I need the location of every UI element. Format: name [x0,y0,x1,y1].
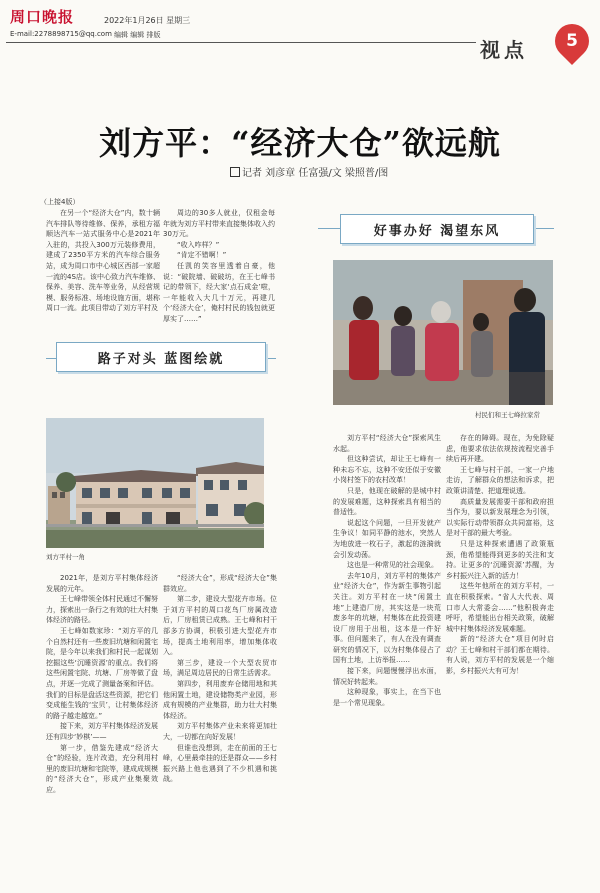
masthead-logo: 周口晚报 [10,8,75,26]
paragraph: 但这种尝试，却让王七峰有一种未忘不忘，这种不安还似于安徽小岗村签下的农村改革！ [333,455,441,485]
photo-caption: 村民们和王七峰拉家常 [475,411,540,419]
paragraph: 第一步，借鉴先建成“经济大仓”的经验，连片改造，充分利用村里的废旧坑塘和宅院等，建成成规模的“经济大仓”，形成产业集聚效应。 [46,743,158,794]
paragraph: 第四步，利用废弃仓储用地和其他闲置土地，建设储物类产业园，形成有规模的产业集群，助力壮大村集体经济。 [163,679,277,720]
paragraph: 王七峰与村干部，一家一户地走访，了解群众的想法和诉求，把政策讲清楚、把道理说透。 [446,465,554,495]
paragraph: 任凯的笑容里透着自豪，他说：“破院墙、破破坊，在王七峰书记的带领下，经大家‘点石成金’啦，一年能收入大几十万元，再建几个‘经济大仓’，俺村村民的钱包就更厚实了……” [163,261,275,323]
paragraph: 刘方平村“经济大仓”探索风生水起。 [333,434,441,453]
section-heading [340,214,534,244]
paragraph: 周边的30多人就业，仅租金每年就为刘方平村带来直接集体收入约30万元。 [163,209,275,239]
paragraph: 在另一个“经济大仓”内，数十辆汽车排队等待维修、保养，承租方福顺达汽车一站式服务中心是2021年入驻的，共投入300万元装修费用，建成了2350平方米的汽车综合服务站，成为周口市中心城区西部一家超一流的4S店。该中心致力汽车维修、保养、美容、洗车等业务，从经营规模、服务标准、场地设施方面，堪称周口一流。此项目带动了刘方平村及 [46,209,160,313]
paragraph: 只是这种探索遭遇了政策瓶颈，他希望能得到更多的关注和支持。让更多的‘沉睡资源’苏醒，为乡村振兴注入新的活力！ [446,539,554,580]
page-number: 5 [566,31,578,51]
paragraph: “肯定不错啊！” [177,251,227,260]
paragraph: 王七峰如数家珍：“刘方平的几个自然村还有一些废旧坑塘和闲置宅院，是今年以来我们和村民一起谋划挖掘这些‘沉睡资源’的重点。我们将这些闲置宅院、坑塘、厂房等做了盘点，并逐一完成了测量备案和评估。我们的目标是盘活这些资源，把它们变成能生钱的‘宝贝’，让村集体经济的路子越走越宽。” [46,626,158,720]
section-heading [56,342,266,372]
paragraph: 只是，他现在破解的是城中村的发展难题，这种探索具有相当的普适性。 [333,486,441,517]
section-name: 视点 [480,38,528,62]
paragraph: 高质量发展需要干部和政府担当作为，要以新发展理念为引领，以实际行动带领群众共同富裕，这是对干部的最大考验。 [446,497,554,538]
paragraph: 刘方平村集体产业未来将更加壮大，一切都在向好发展！ [163,722,277,741]
village-photo [46,418,264,548]
text-column [163,573,277,873]
issue-date: 2022年1月26日 星期三 [104,16,191,25]
headline: 刘方平：“经济大仓”欲远航 [99,124,501,162]
paragraph: “经济大仓”，形成“经济大仓”集群效应。 [163,574,277,593]
byline-box-icon [230,167,240,177]
paragraph: 接下来，刘方平村集体经济发展还有四步‘妙棋’—— [46,722,158,741]
section-heading-text: 好事办好 渴望东风 [373,223,501,239]
photo-caption: 刘方平村一角 [46,553,85,561]
paragraph: “收入咋样？” [177,240,220,249]
continued-note: （上接4版） [40,198,80,206]
paragraph: 第二步，建设大型花卉市场。位于刘方平村的周口花鸟厂房属改造后，厂房租赁已成熟。王七峰和村干部多方协调，积极引进大型花卉市场，提高土地利用率，增加集体收入。 [163,595,277,657]
paragraph: 王七峰带领全体村民通过不懈努力，探索出一条行之有效的壮大村集体经济的路径。 [46,595,158,625]
paragraph: 2021年，是刘方平村集体经济发展的元年。 [46,574,158,593]
text-column [46,208,160,340]
text-column [163,208,275,340]
paragraph: 接下来，问题慢慢浮出水面，情况好转起来。 [333,667,441,686]
header-rule [6,42,476,43]
text-column [46,573,158,873]
byline-text: 记者 刘彦章 任富强/文 梁照普/图 [242,168,389,179]
text-column [333,433,441,873]
paragraph: 去年10月，刘方平村的集体产业“经济大仓”，作为新生事物引起关注。刘方平村在一块“闲置土地”上建造厂房，其实这是一块荒废多年的坑塘，村集体在此投资建设厂房用于出租，这本是一件好事。但问题来了，有人在没有调查研究的情况下，以为村集体侵占了国有土地，上访举报…… [333,571,441,665]
paragraph: 说起这个问题，一旦开发就产生争议！如同平静的池水，突然人为地放进一枚石子，激起的涟漪就会引发动荡。 [333,518,441,559]
paragraph: 第三步，建设一个大型农贸市场，满足周边居民的日常生活需求。 [163,658,277,678]
paragraph: 这也是一种常见的社会现象。 [347,561,438,570]
editor-credits: 编辑 编辑 排版 [114,31,161,39]
section-heading-text: 路子对头 蓝图绘就 [97,351,225,367]
paragraph: 新的“经济大仓”项目何时启动？王七峰和村干部们都在期待。有人说，刘方平村的发展是一个缩影，乡村振兴大有可为！ [446,635,554,676]
paragraph: 但谁也没想到，走在前面的王七峰，心里最牵挂的还是群众——乡村振兴路上他也遇到了不少机遇和挑战。 [163,743,277,784]
villagers-photo [333,260,553,405]
paragraph: 存在的障碍。现在，为免除疑虑，他要求依法依规按流程完善手续后再开建。 [446,434,554,464]
paragraph: 这种现象，事实上，在当下也是一个常见现象。 [333,688,441,707]
contact-email: E-mail:2278898715@qq.com [10,30,112,38]
byline [230,164,388,179]
text-column [446,433,554,873]
paragraph: 这些年他所在的刘方平村，一直在积极探索。“省人大代表、周口市人大常委会……”他积极奔走呼吁，希望能出台相关政策，破解城中村集体经济发展难题。 [446,582,554,633]
